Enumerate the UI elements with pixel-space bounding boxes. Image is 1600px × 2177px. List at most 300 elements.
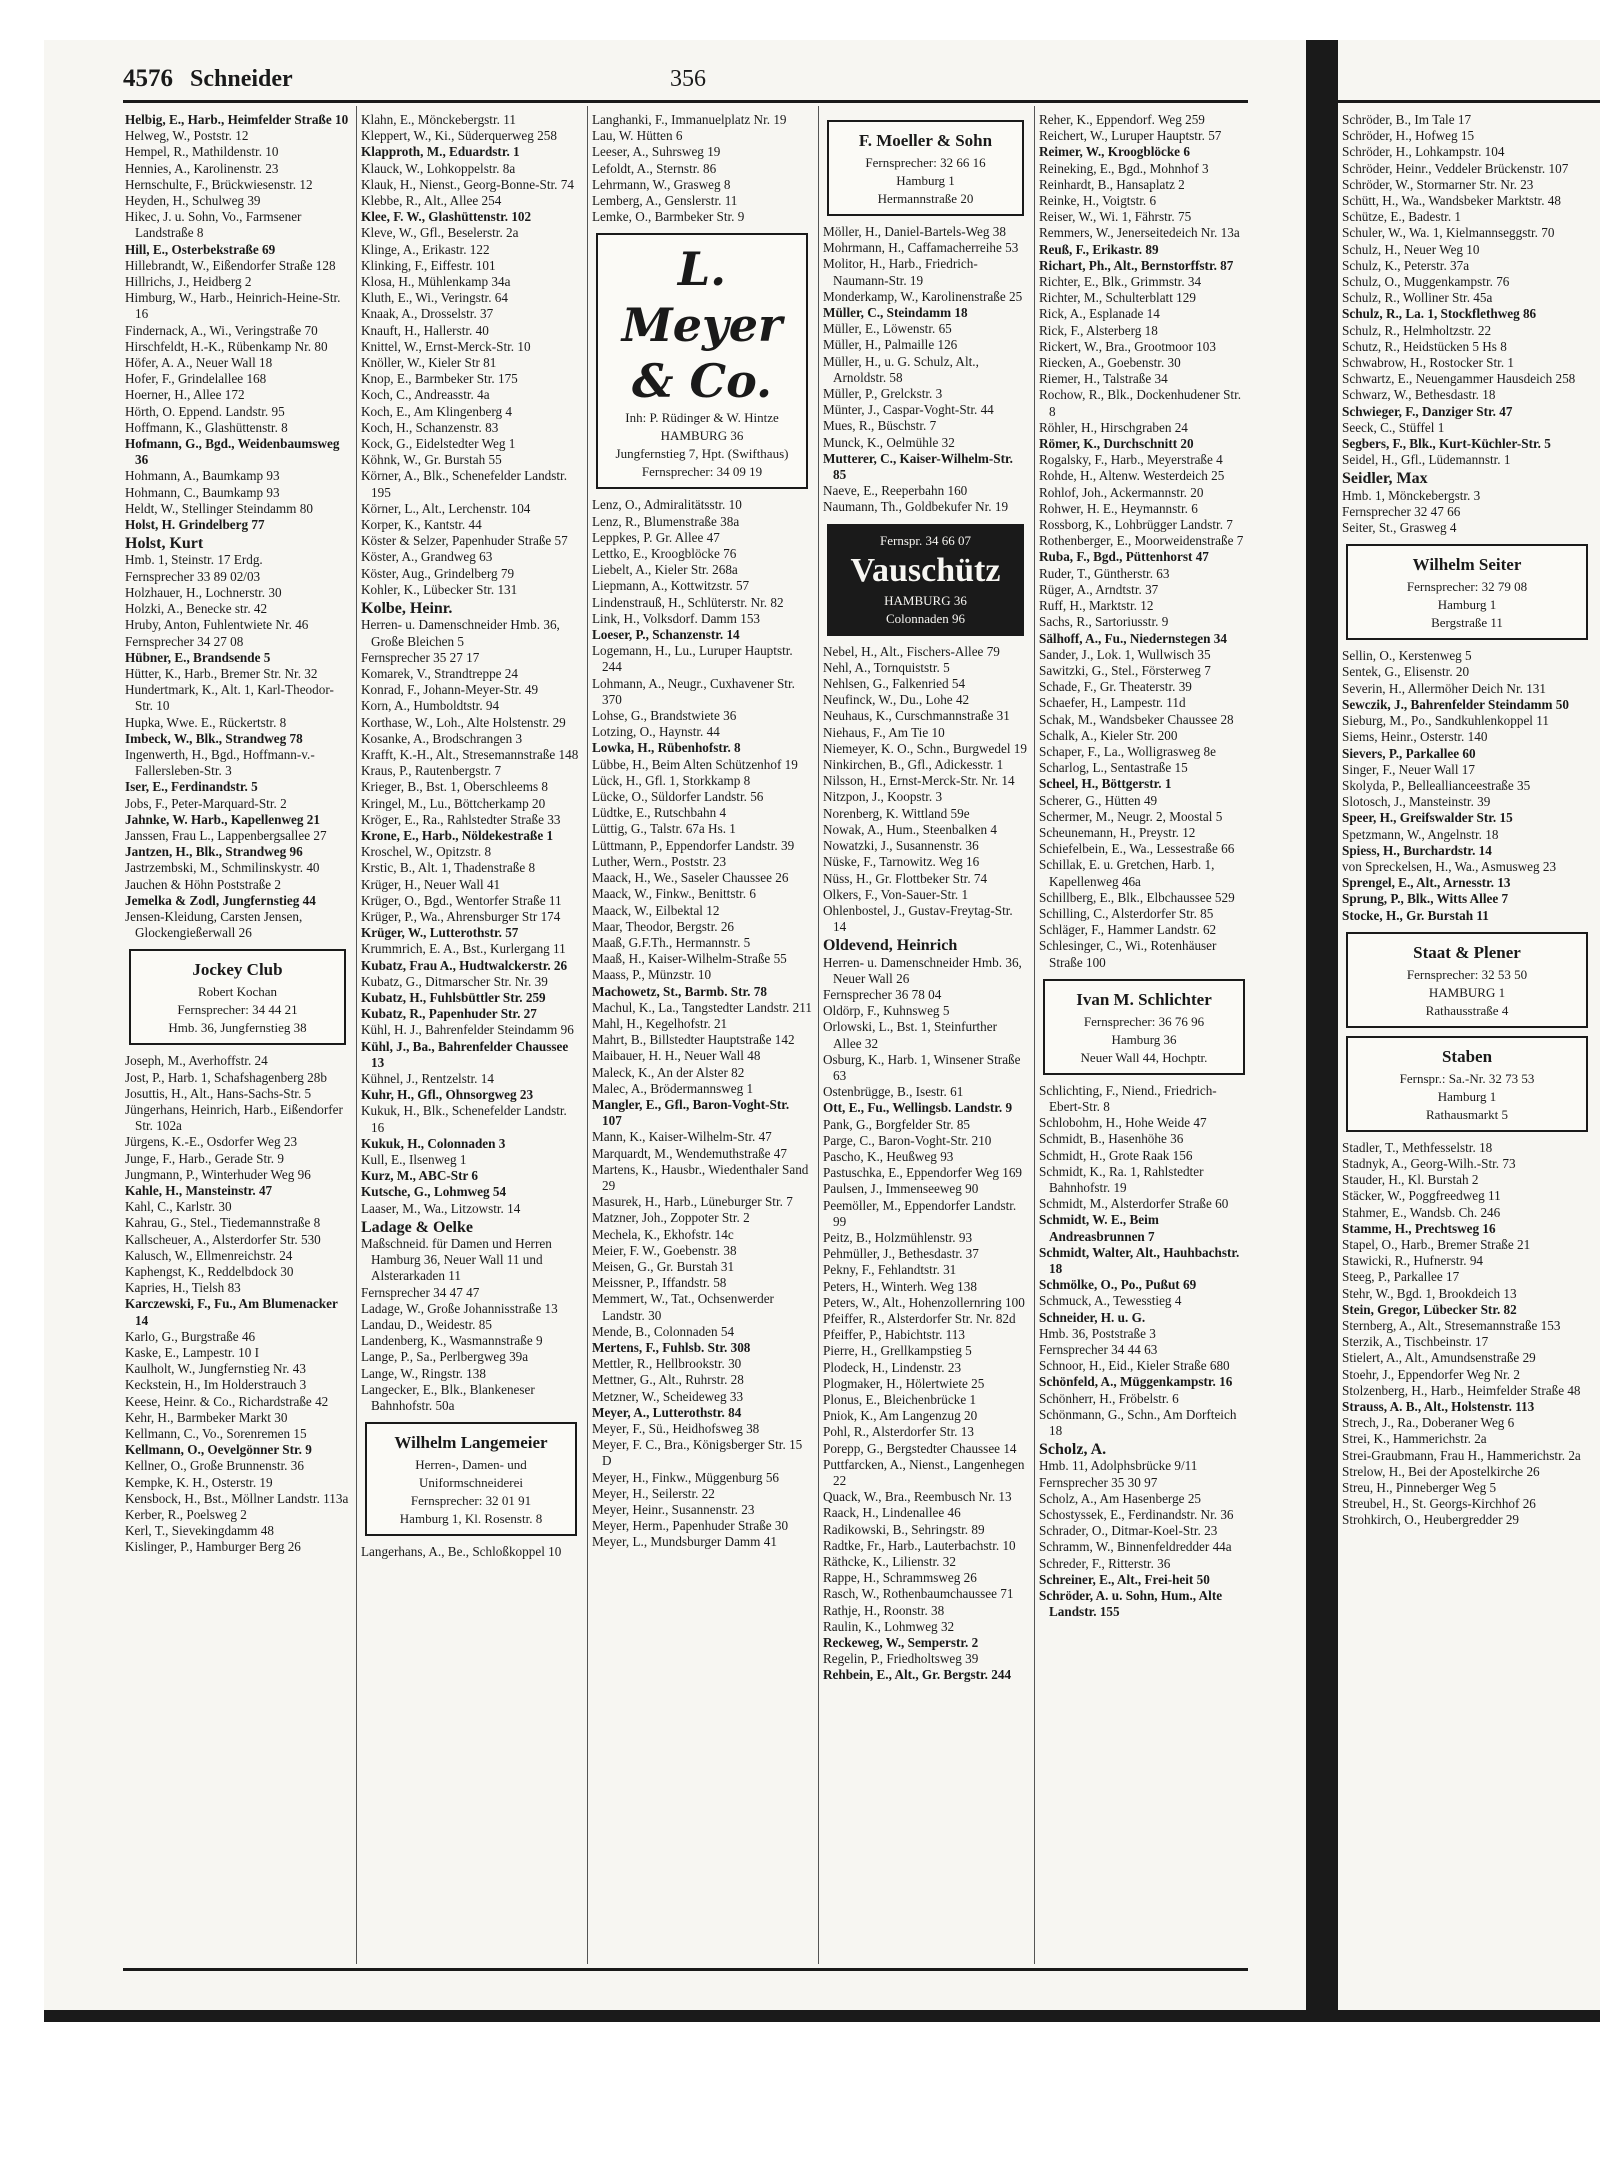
directory-entry: Jensen-Kleidung, Carsten Jensen, Glockengießerwall 26: [125, 908, 303, 941]
directory-entry: Lehrmann, W., Grasweg 8: [592, 176, 731, 192]
directory-entry: Kühnel, J., Rentzelstr. 14: [361, 1070, 494, 1086]
column-divider: [356, 106, 357, 1964]
directory-entry: Maar, Theodor, Bergstr. 26: [592, 918, 735, 934]
directory-entry: Lenz, R., Blumenstraße 38a: [592, 513, 740, 529]
directory-entry: Lück, H., Gfl. 1, Storkkamp 8: [592, 772, 751, 788]
directory-entry: Schlesinger, C., Wi., Rotenhäuser Straße 100: [1039, 938, 1217, 970]
directory-entry: Logemann, H., Lu., Luruper Hauptstr. 244: [592, 643, 793, 675]
directory-entry: Iser, E., Ferdinandstr. 5: [125, 779, 258, 795]
directory-entry: Pierre, H., Grellkampstieg 5: [823, 1343, 972, 1359]
directory-entry: Quack, W., Bra., Reembusch Nr. 13: [823, 1489, 1012, 1505]
directory-entry: Klauk, H., Nienst., Georg-Bonne-Str. 74: [361, 176, 574, 192]
directory-entry: Kellner, O., Große Brunnenstr. 36: [125, 1458, 304, 1474]
directory-entry: Schmidt, M., Alsterdorfer Straße 60: [1039, 1196, 1229, 1212]
directory-entry: Köster & Selzer, Papenhuder Straße 57: [361, 533, 568, 549]
ad-line: HAMBURG 36: [660, 428, 744, 444]
directory-entry: Sterzik, A., Tischbeinstr. 17: [1342, 1334, 1489, 1350]
directory-entry: Hütter, K., Harb., Bremer Str. Nr. 32: [125, 665, 318, 681]
directory-section-heading: Ladage & Oelke: [361, 1218, 473, 1236]
directory-entry: Schreder, F., Ritterstr. 36: [1039, 1555, 1171, 1571]
directory-entry: Stocke, H., Gr. Burstah 11: [1342, 907, 1489, 923]
directory-entry: Lüttmann, P., Eppendorfer Landstr. 39: [592, 837, 795, 853]
directory-entry: Knauft, H., Hallerstr. 40: [361, 322, 489, 338]
directory-entry: Nüske, F., Tarnowitz. Weg 16: [823, 854, 980, 870]
directory-entry: Raack, H., Lindenallee 46: [823, 1505, 961, 1521]
directory-entry: Schröder, Heinr., Veddeler Brückenstr. 107: [1342, 160, 1569, 176]
directory-entry: Link, H., Volksdorf. Damm 153: [592, 610, 761, 626]
directory-entry: Krafft, K.-H., Alt., Stresemannstraße 148: [361, 746, 579, 762]
directory-entry: Schutz, R., Heidstücken 5 Hs 8: [1342, 338, 1507, 354]
directory-entry: Mettler, R., Hellbrookstr. 30: [592, 1356, 742, 1372]
directory-entry: Hohmann, A., Baumkamp 93: [125, 468, 280, 484]
directory-entry: Rohwer, H. E., Heymannstr. 6: [1039, 500, 1198, 516]
directory-entry: Krone, E., Harb., Nöldekestraße 1: [361, 827, 554, 843]
directory-entry: Regelin, P., Friedholtsweg 39: [823, 1651, 979, 1667]
directory-column-3: [592, 112, 812, 1962]
directory-entry: Sellin, O., Kerstenweg 5: [1342, 648, 1472, 664]
directory-entry: Hempel, R., Mathildenstr. 10: [125, 144, 279, 160]
directory-entry: Streubel, H., St. Georgs-Kirchhof 26: [1342, 1496, 1536, 1512]
directory-entry: Kallscheuer, A., Alsterdorfer Str. 530: [125, 1231, 321, 1247]
directory-entry: Müller, H., Palmaille 126: [823, 337, 958, 353]
column-divider: [818, 106, 819, 1964]
directory-entry: Hmb. 36, Poststraße 3: [1039, 1325, 1156, 1341]
directory-entry: Krüger, H., Neuer Wall 41: [361, 876, 501, 892]
directory-entry: Riemer, H., Talstraße 34: [1039, 371, 1168, 387]
directory-entry: Hennies, A., Karolinenstr. 23: [125, 160, 279, 176]
directory-entry: Kukuk, H., Colonnaden 3: [361, 1135, 506, 1151]
directory-entry: Stoehr, J., Eppendorfer Weg Nr. 2: [1342, 1366, 1520, 1382]
directory-entry: Lange, P., Sa., Perlbergweg 39a: [361, 1349, 529, 1365]
directory-entry: Klee, F. W., Glashüttenstr. 102: [361, 209, 532, 225]
directory-entry: Koch, C., Andreasstr. 4a: [361, 387, 490, 403]
directory-entry: Hmb. 11, Adolphsbrücke 9/11: [1039, 1458, 1198, 1474]
directory-entry: Schuler, W., Wa. 1, Kielmannseggstr. 70: [1342, 225, 1555, 241]
directory-entry: Schaefer, H., Lampestr. 11d: [1039, 695, 1186, 711]
directory-entry: Kuhr, H., Gfl., Ohnsorgweg 23: [361, 1087, 534, 1103]
directory-entry: Konrad, F., Johann-Meyer-Str. 49: [361, 682, 539, 698]
directory-entry: Pfeiffer, P., Habichtstr. 113: [823, 1327, 965, 1343]
directory-entry: Kroschel, W., Opitzstr. 8: [361, 844, 492, 860]
directory-entry: Reher, K., Eppendorf. Weg 259: [1039, 112, 1205, 127]
directory-entry: Koch, E., Am Klingenberg 4: [361, 403, 513, 419]
directory-entry: Nitzpon, J., Koopstr. 3: [823, 789, 943, 805]
directory-entry: Lenz, O., Admiralitätsstr. 10: [592, 497, 742, 513]
directory-entry: Nehl, A., Tornquiststr. 5: [823, 659, 950, 675]
directory-entry: Laaser, M., Wa., Litzowstr. 14: [361, 1200, 521, 1216]
ad-line: Herren-, Damen- und Uniformschneiderei: [415, 1457, 527, 1491]
directory-entry: Siems, Heinr., Osterstr. 140: [1342, 729, 1488, 745]
ad-title: Staben: [1441, 1046, 1493, 1066]
directory-entry: Herren- u. Damenschneider Hmb. 36, Große Bleichen 5: [361, 617, 560, 649]
directory-entry: Rick, A., Esplanade 14: [1039, 306, 1160, 322]
directory-entry: Findernack, A., Wi., Veringstraße 70: [125, 322, 318, 338]
directory-entry: Sander, J., Lok. 1, Wullwisch 35: [1039, 646, 1211, 662]
directory-entry: Ohlenbostel, J., Gustav-Freytag-Str. 14: [823, 902, 1013, 935]
directory-entry: Naeve, E., Reeperbahn 160: [823, 483, 968, 499]
directory-entry: Müller, P., Grelckstr. 3: [823, 386, 943, 402]
directory-entry: Speer, H., Greifswalder Str. 15: [1342, 810, 1513, 826]
directory-entry: Maaß, H., Kaiser-Wilhelm-Straße 55: [592, 951, 787, 967]
directory-entry: Köster, Aug., Grindelberg 79: [361, 565, 515, 581]
directory-entry: Niemeyer, K. O., Schn., Burgwedel 19: [823, 740, 1027, 756]
directory-entry: Schilling, C., Alsterdorfer Str. 85: [1039, 905, 1214, 921]
directory-entry: Lau, W. Hütten 6: [592, 128, 683, 144]
directory-entry: Stein, Gregor, Lübecker Str. 82: [1342, 1301, 1517, 1317]
advertisement-box: [596, 233, 808, 489]
directory-entry: Meyer, F. C., Bra., Königsberger Str. 15 D: [592, 1437, 803, 1469]
ad-line: Hamburg 1: [896, 173, 955, 188]
directory-entry: Schiefelbein, E., Wa., Lessestraße 66: [1039, 841, 1235, 857]
directory-entry: Himburg, W., Harb., Heinrich-Heine-Str. 16: [125, 290, 341, 322]
ad-line: Bergstraße 11: [1431, 615, 1503, 631]
directory-entry: Lange, W., Ringstr. 138: [361, 1365, 486, 1381]
page-code: 4576: [123, 65, 173, 92]
directory-entry: Sachs, R., Sartoriusstr. 9: [1039, 614, 1169, 630]
advertisement-box: [1346, 1036, 1588, 1132]
directory-entry: Loeser, P., Schanzenstr. 14: [592, 627, 740, 643]
directory-entry: Plogmaker, H., Hölertwiete 25: [823, 1375, 985, 1391]
directory-entry: Holzki, A., Benecke str. 42: [125, 601, 268, 617]
directory-entry: Hohmann, C., Baumkamp 93: [125, 484, 280, 500]
directory-entry: Schönfeld, A., Müggenkampstr. 16: [1039, 1374, 1233, 1390]
directory-entry: Karlo, G., Burgstraße 46: [125, 1328, 256, 1344]
directory-entry: Riecken, A., Goebenstr. 30: [1039, 355, 1181, 371]
directory-entry: Schröder, B., Im Tale 17: [1342, 112, 1472, 127]
ad-line: Rathausstraße 4: [1425, 1002, 1509, 1018]
directory-entry: Meyer, A., Lutterothstr. 84: [592, 1404, 742, 1420]
directory-entry: Mann, K., Kaiser-Wilhelm-Str. 47: [592, 1129, 772, 1145]
directory-entry: Rohde, H., Altenw. Westerdeich 25: [1039, 468, 1225, 484]
directory-entry: Paulsen, J., Immenseeweg 90: [823, 1181, 979, 1197]
directory-entry: Lohmann, A., Neugr., Cuxhavener Str. 370: [592, 675, 795, 707]
directory-entry: Heyden, H., Schulweg 39: [125, 193, 261, 209]
directory-entry: Jürgens, K.-E., Osdorfer Weg 23: [125, 1134, 298, 1150]
directory-entry: Stadler, T., Methfesselstr. 18: [1342, 1139, 1493, 1155]
directory-entry: Kensbock, H., Bst., Möllner Landstr. 113a: [125, 1490, 349, 1506]
directory-entry: Mahrt, B., Billstedter Hauptstraße 142: [592, 1032, 795, 1048]
directory-entry: Heldt, W., Stellinger Steindamm 80: [125, 500, 313, 516]
directory-entry: Lowka, H., Rübenhofstr. 8: [592, 740, 741, 756]
directory-entry: Schulz, O., Muggenkampstr. 76: [1342, 274, 1510, 290]
directory-entry: Korthase, W., Loh., Alte Holstenstr. 29: [361, 714, 566, 730]
directory-entry: Jahnke, W. Harb., Kapellenweg 21: [125, 811, 320, 827]
directory-entry: Strelow, H., Bei der Apostelkirche 26: [1342, 1463, 1540, 1479]
directory-entry: Janssen, Frau L., Lappenbergsallee 27: [125, 827, 327, 843]
directory-entry: Schaper, F., La., Wolligrasweg 8e: [1039, 743, 1216, 759]
directory-entry: Slotosch, J., Mansteinstr. 39: [1342, 794, 1491, 810]
directory-entry: Klauck, W., Lohkoppelstr. 8a: [361, 160, 516, 176]
directory-entry: Schalk, A., Kieler Str. 200: [1039, 727, 1178, 743]
directory-entry: Kaulholt, W., Jungfernstieg Nr. 43: [125, 1361, 306, 1377]
advertisement-box: [129, 949, 346, 1045]
ad-line: Inh: P. Rüdinger & W. Hintze: [625, 410, 779, 426]
advertisement-box: [1043, 979, 1245, 1075]
directory-entry: Krummrich, E. A., Bst., Kurlergang 11: [361, 941, 566, 957]
directory-entry: Kislinger, P., Hamburger Berg 26: [125, 1539, 301, 1555]
directory-entry: Monderkamp, W., Karolinenstraße 25: [823, 288, 1023, 304]
directory-entry: Hmb. 1, Steinstr. 17 Erdg.: [125, 552, 263, 568]
directory-entry: Schillak, E. u. Gretchen, Harb. 1, Kapellenweg 46a: [1039, 857, 1215, 889]
directory-entry: Hernschulte, F., Brückwiesenstr. 12: [125, 176, 313, 192]
directory-entry: Leeser, A., Suhrsweg 19: [592, 144, 721, 160]
directory-entry: Joseph, M., Averhoffstr. 24: [125, 1053, 268, 1069]
directory-entry: Mertens, F., Fuhlsb. Str. 308: [592, 1339, 751, 1355]
directory-entry: Rappe, H., Schrammsweg 26: [823, 1570, 977, 1586]
directory-entry: Maack, W., Finkw., Benittstr. 6: [592, 886, 756, 902]
directory-entry: Meier, F. W., Goebenstr. 38: [592, 1242, 737, 1258]
directory-entry: Kraus, P., Rautenbergstr. 7: [361, 763, 502, 779]
ad-line: Rathausmarkt 5: [1426, 1106, 1508, 1122]
page-number: 356: [670, 66, 706, 92]
directory-entry: Kock, G., Eidelstedter Weg 1: [361, 436, 516, 452]
directory-section-heading: Seidler, Max: [1342, 470, 1428, 488]
ad-line: Hermannstraße 20: [877, 191, 974, 206]
directory-entry: Schneider, H. u. G.: [1039, 1309, 1146, 1325]
directory-entry: Oldörp, F., Kuhnsweg 5: [823, 1003, 950, 1019]
directory-entry: Hill, E., Osterbekstraße 69: [125, 241, 276, 257]
directory-entry: Kellmann, C., Vo., Sorenremen 15: [125, 1426, 307, 1442]
directory-entry: Mangler, E., Gfl., Baron-Voght-Str. 107: [592, 1096, 790, 1129]
directory-entry: Junge, F., Harb., Gerade Str. 9: [125, 1150, 284, 1166]
directory-entry: Kull, E., Ilsenweg 1: [361, 1152, 467, 1167]
directory-entry: Köster, A., Grandweg 63: [361, 549, 493, 565]
directory-entry: Richter, E., Blk., Grimmstr. 34: [1039, 274, 1202, 290]
directory-entry: Schreiner, E., Alt., Frei-heit 50: [1039, 1571, 1210, 1587]
directory-entry: Neuhaus, K., Curschmannstraße 31: [823, 708, 1010, 724]
directory-entry: Lotzing, O., Haynstr. 44: [592, 724, 720, 740]
directory-entry: Naumann, Th., Goldbekufer Nr. 19: [823, 499, 1009, 515]
directory-entry: Radtke, Fr., Harb., Lauterbachstr. 10: [823, 1537, 1016, 1553]
directory-entry: Sprengel, E., Alt., Arnesstr. 13: [1342, 875, 1511, 891]
directory-entry: Hofmann, G., Bgd., Weidenbaumsweg 36: [125, 436, 340, 468]
directory-entry: Schröder, H., Hofweg 15: [1342, 128, 1475, 144]
directory-entry: Hörth, O. Eppend. Landstr. 95: [125, 403, 285, 419]
directory-entry: Kutsche, G., Lohmweg 54: [361, 1184, 507, 1200]
directory-entry: Schermer, M., Neugr. 2, Moostal 5: [1039, 808, 1223, 824]
header-rule: [123, 100, 1248, 103]
directory-column-5: [1039, 112, 1249, 1962]
directory-entry: Karczewski, F., Fu., Am Blumenacker 14: [125, 1296, 338, 1328]
directory-entry: Radikowski, B., Sehringstr. 89: [823, 1521, 985, 1537]
directory-entry: Niehaus, F., Am Tie 10: [823, 724, 945, 740]
directory-entry: Schwabrow, H., Rostocker Str. 1: [1342, 355, 1515, 371]
directory-entry: Lefoldt, A., Sternstr. 86: [592, 160, 717, 176]
directory-entry: Maack, W., Eilbektal 12: [592, 902, 720, 918]
ad-title: Vauschütz: [850, 551, 1001, 589]
directory-entry: Pniok, K., Am Langenzug 20: [823, 1408, 978, 1424]
directory-entry: Meyer, H., Seilerstr. 22: [592, 1485, 715, 1501]
directory-entry: Keckstein, H., Im Holderstrauch 3: [125, 1377, 307, 1393]
directory-entry: Maleck, K., An der Alster 82: [592, 1064, 745, 1080]
directory-entry: Landenberg, K., Wasmannstraße 9: [361, 1333, 543, 1349]
directory-entry: Stolzenberg, H., Harb., Heimfelder Straße 48: [1342, 1382, 1581, 1398]
running-head-surname: Schneider: [190, 66, 293, 92]
directory-entry: Kühl, H. J., Bahrenfelder Steindamm 96: [361, 1022, 574, 1038]
directory-entry: Nowak, A., Hum., Steenbalken 4: [823, 821, 997, 837]
directory-entry: Meyer, H., Finkw., Müggenburg 56: [592, 1469, 780, 1485]
directory-entry: Schläger, F., Hammer Landstr. 62: [1039, 922, 1217, 938]
directory-entry: Skolyda, P., Belleallianceestraße 35: [1342, 777, 1531, 793]
advertisement-box: [1346, 932, 1588, 1028]
directory-entry: Pank, G., Borgfelder Str. 85: [823, 1116, 971, 1132]
directory-entry: Mutterer, C., Kaiser-Wilhelm-Str. 85: [823, 450, 1013, 483]
directory-entry: Pascho, K., Heußweg 93: [823, 1148, 954, 1164]
ad-line: Fernsprecher: 32 53 50: [1406, 966, 1528, 982]
directory-entry: Kurz, M., ABC-Str 6: [361, 1168, 478, 1184]
directory-entry: Sternberg, A., Alt., Stresemannstraße 153: [1342, 1317, 1561, 1333]
directory-entry: Munck, K., Oelmühle 32: [823, 434, 955, 450]
directory-entry: Meissner, P., Iffandstr. 58: [592, 1275, 727, 1291]
directory-entry: Malec, A., Brödermannsweg 1: [592, 1080, 754, 1096]
directory-entry: Strohkirch, O., Heubergredder 29: [1342, 1512, 1520, 1528]
directory-entry: Möller, H., Daniel-Bartels-Weg 38: [823, 224, 1006, 239]
directory-entry: Stapel, O., Harb., Bremer Straße 21: [1342, 1236, 1531, 1252]
directory-entry: Scheel, H., Böttgerstr. 1: [1039, 776, 1172, 792]
directory-entry: Richart, Ph., Alt., Bernstorffstr. 87: [1039, 257, 1234, 273]
directory-entry: Keese, Heinr. & Co., Richardstraße 42: [125, 1393, 329, 1409]
directory-entry: Schmidt, K., Ra. 1, Rahlstedter Bahnhofstr. 19: [1039, 1163, 1204, 1195]
directory-entry: Strei, K., Hammerichstr. 2a: [1342, 1431, 1487, 1447]
directory-entry: Schmölke, O., Po., Pußut 69: [1039, 1277, 1197, 1293]
directory-entry: Kahl, C., Karlstr. 30: [125, 1199, 232, 1215]
directory-entry: Osburg, K., Harb. 1, Winsener Straße 63: [823, 1051, 1021, 1083]
directory-entry: Schulz, K., Peterstr. 37a: [1342, 257, 1470, 273]
directory-entry: Scherer, G., Hütten 49: [1039, 792, 1158, 808]
directory-entry: Scharlog, L., Sentastraße 15: [1039, 760, 1188, 776]
directory-entry: Seeck, C., Stüffel 1: [1342, 419, 1445, 435]
directory-entry: Schramm, W., Binnenfeldredder 44a: [1039, 1539, 1232, 1555]
directory-entry: Kubatz, G., Ditmarscher Str. Nr. 39: [361, 973, 548, 989]
directory-entry: Kapries, H., Tielsh 83: [125, 1280, 241, 1296]
column-divider: [587, 106, 588, 1964]
directory-entry: Helbig, E., Harb., Heimfelder Straße 10: [125, 112, 349, 127]
directory-entry: Krstic, B., Alt. 1, Thadenstraße 8: [361, 860, 536, 876]
directory-section-heading: Oldevend, Heinrich: [823, 937, 958, 955]
directory-entry: Hmb. 1, Mönckebergstr. 3: [1342, 487, 1481, 503]
directory-entry: Meyer, F., Sü., Heidhofsweg 38: [592, 1421, 760, 1436]
directory-entry: Ruff, H., Marktstr. 12: [1039, 598, 1154, 614]
directory-column-4: [823, 112, 1028, 1962]
directory-entry: Streu, H., Pinneberger Weg 5: [1342, 1480, 1497, 1495]
ad-line: Fernsprecher: 32 66 16: [865, 155, 986, 170]
directory-entry: Mohrmann, H., Caffamacherreihe 53: [823, 240, 1019, 256]
directory-entry: Müller, H., u. G. Schulz, Alt., Arnoldstr. 58: [823, 353, 979, 385]
ad-title: Wilhelm Seiter: [1412, 555, 1522, 575]
directory-entry: Nebel, H., Alt., Fischers-Allee 79: [823, 643, 1000, 659]
directory-entry: Mende, B., Colonnaden 54: [592, 1323, 735, 1339]
directory-entry: Maass, P., Münzstr. 10: [592, 967, 712, 983]
directory-section-heading: Kolbe, Heinr.: [361, 600, 453, 618]
directory-entry: Fernsprecher 35 30 97: [1039, 1474, 1158, 1490]
directory-entry: Helweg, W., Poststr. 12: [125, 128, 249, 144]
directory-entry: Hikec, J. u. Sohn, Vo., Farmsener Landstraße 8: [125, 209, 302, 241]
directory-entry: Kleppert, W., Ki., Süderquerweg 258: [361, 128, 557, 144]
directory-entry: Stawicki, R., Hufnerstr. 94: [1342, 1253, 1484, 1269]
directory-entry: Krüger, O., Bgd., Wentorfer Straße 11: [361, 892, 562, 908]
directory-entry: Schlobohm, H., Hohe Weide 47: [1039, 1115, 1207, 1131]
directory-entry: Richter, M., Schulterblatt 129: [1039, 290, 1196, 306]
directory-entry: Mahl, H., Kegelhofstr. 21: [592, 1015, 728, 1031]
directory-entry: Peters, H., Winterh. Weg 138: [823, 1278, 977, 1294]
directory-entry: Reineking, E., Bgd., Mohnhof 3: [1039, 160, 1209, 176]
directory-entry: Schlichting, F., Niend., Friedrich-Ebert-Str. 8: [1039, 1082, 1217, 1114]
facing-page-header-rule: [1338, 100, 1600, 103]
directory-entry: Maßschneid. für Damen und Herren Hamburg 36, Neuer Wall 11 und Alsterarkaden 11: [361, 1236, 552, 1284]
directory-entry: Ott, E., Fu., Wellingsb. Landstr. 9: [823, 1100, 1013, 1116]
directory-entry: Klinking, F., Eiffestr. 101: [361, 257, 496, 273]
directory-entry: Sentek, G., Elisenstr. 20: [1342, 664, 1470, 680]
directory-entry: Rochow, R., Blk., Dockenhudener Str. 8: [1039, 387, 1242, 419]
directory-entry: Seiter, St., Grasweg 4: [1342, 520, 1457, 536]
directory-entry: Norenberg, K. Wittland 59e: [823, 805, 970, 821]
directory-entry: Spetzmann, W., Angelnstr. 18: [1342, 826, 1499, 842]
directory-entry: Knöller, W., Kieler Str 81: [361, 355, 497, 371]
directory-column-1: [125, 112, 350, 1962]
ad-title: L. Meyer & Co.: [621, 242, 783, 409]
ad-line: Fernsprecher: 34 09 19: [641, 464, 763, 480]
directory-entry: Knaak, A., Drosselstr. 37: [361, 306, 494, 322]
ad-line: Hamburg 1, Kl. Rosenstr. 8: [399, 1511, 543, 1527]
directory-entry: Pehmüller, J., Bethesdastr. 37: [823, 1246, 979, 1262]
directory-entry: Kröger, E., Ra., Rahlstedter Straße 33: [361, 811, 561, 827]
directory-entry: Jantzen, H., Blk., Strandweg 96: [125, 844, 303, 860]
directory-entry: Klinge, A., Erikastr. 122: [361, 241, 490, 257]
directory-entry: Klahn, E., Mönckebergstr. 11: [361, 112, 516, 127]
directory-entry: Lüdtke, E., Rutschbahn 4: [592, 805, 727, 821]
directory-entry: Pastuschka, E., Eppendorfer Weg 169: [823, 1165, 1023, 1181]
directory-entry: Schnoor, H., Eid., Kieler Straße 680: [1039, 1358, 1230, 1374]
directory-entry: Schmidt, Walter, Alt., Hauhbachstr. 18: [1039, 1244, 1240, 1276]
directory-entry: Hübner, E., Brandsende 5: [125, 649, 271, 665]
directory-entry: Meisen, G., Gr. Burstah 31: [592, 1258, 735, 1274]
directory-entry: Fernsprecher 34 27 08: [125, 633, 244, 649]
directory-entry: Schönmann, G., Schn., Am Dorfteich 18: [1039, 1406, 1237, 1439]
directory-entry: Mettner, G., Alt., Ruhrstr. 28: [592, 1372, 744, 1388]
directory-entry: Fernsprecher 33 89 02/03: [125, 568, 261, 584]
directory-entry: Liepmann, A., Kottwitzstr. 57: [592, 578, 750, 594]
directory-entry: Hundertmark, K., Alt. 1, Karl-Theodor-Str. 10: [125, 682, 334, 714]
ad-line: Hamburg 1: [1437, 1088, 1497, 1104]
ad-line: HAMBURG 1: [1428, 984, 1506, 1000]
directory-entry: Peemöller, M., Eppendorfer Landstr. 99: [823, 1197, 1017, 1229]
directory-entry: Lindenstrauß, H., Schlüterstr. Nr. 82: [592, 594, 784, 610]
directory-entry: Schröder, H., Lohkampstr. 104: [1342, 144, 1505, 160]
directory-entry: Rick, F., Alsterberg 18: [1039, 322, 1158, 338]
directory-entry: Hillrichs, J., Heidberg 2: [125, 274, 252, 290]
ad-line: Colonnaden 96: [885, 610, 966, 626]
directory-entry: Höfer, A. A., Neuer Wall 18: [125, 355, 273, 371]
directory-entry: Lübbe, H., Beim Alten Schützenhof 19: [592, 756, 798, 772]
directory-entry: Schmidt, H., Grote Raak 156: [1039, 1147, 1193, 1163]
directory-entry: Landau, D., Weidestr. 85: [361, 1317, 492, 1333]
directory-entry: Herren- u. Damenschneider Hmb. 36, Neuer Wall 26: [823, 954, 1022, 986]
directory-entry: Sprung, P., Blk., Witts Allee 7: [1342, 891, 1509, 907]
ad-line: Hmb. 36, Jungfernstieg 38: [168, 1020, 307, 1036]
directory-entry: Nüss, H., Gr. Flottbeker Str. 74: [823, 870, 988, 886]
directory-entry: Schak, M., Wandsbeker Chaussee 28: [1039, 711, 1234, 727]
directory-entry: Metzner, W., Scheideweg 33: [592, 1388, 744, 1404]
directory-entry: Körner, L., Alt., Lerchenstr. 104: [361, 500, 531, 516]
directory-entry: Römer, K., Durchschnitt 20: [1039, 436, 1194, 452]
directory-entry: Rasch, W., Rothenbaumchaussee 71: [823, 1586, 1014, 1602]
advertisement-box: [365, 1422, 577, 1536]
directory-section-heading: Scholz, A.: [1039, 1441, 1107, 1459]
directory-entry: Schütze, E., Badestr. 1: [1342, 209, 1462, 225]
directory-entry: Hruby, Anton, Fuhlentwiete Nr. 46: [125, 617, 309, 633]
directory-entry: Klebbe, R., Alt., Allee 254: [361, 193, 502, 209]
directory-entry: Reiser, W., Wi. 1, Fährstr. 75: [1039, 209, 1192, 225]
